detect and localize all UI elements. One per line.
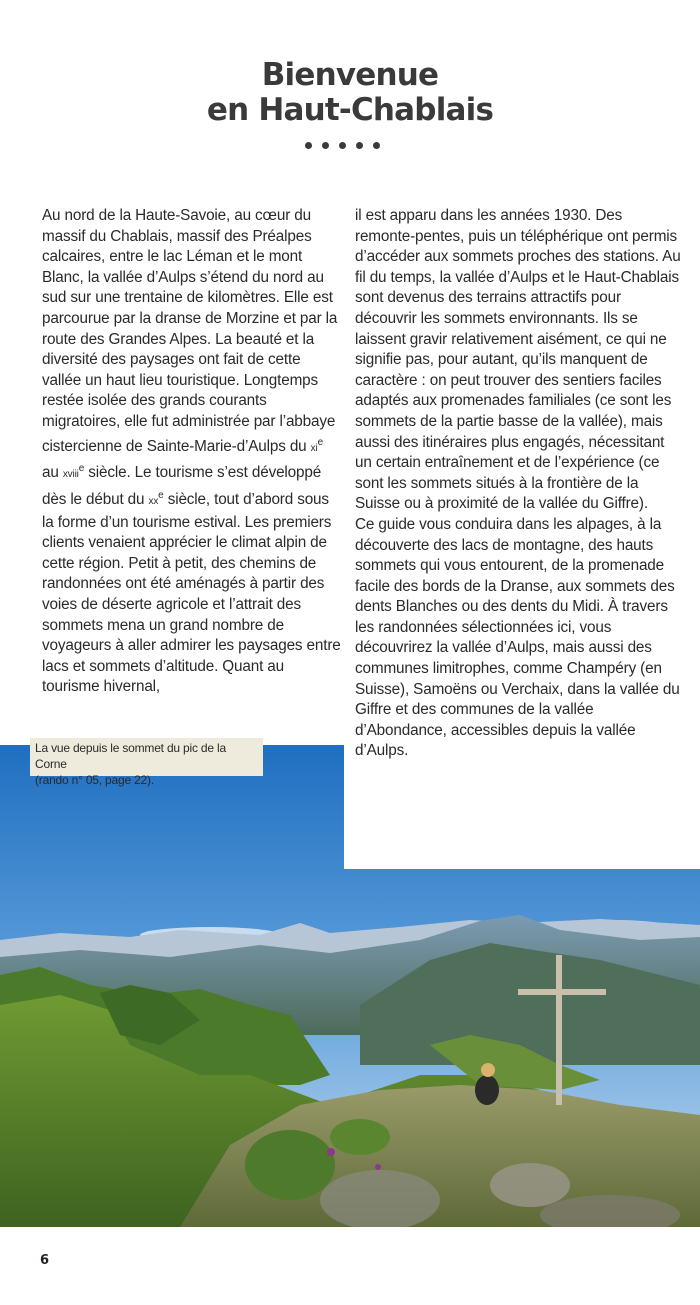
- century-numeral: xi: [310, 442, 318, 454]
- title-ornament-dots: [305, 142, 380, 152]
- century-numeral: xviii: [62, 469, 79, 481]
- superscript: e: [78, 463, 85, 475]
- caption-line-2: (rando n° 05, page 22).: [35, 773, 154, 787]
- page-title: [0, 58, 700, 128]
- century-numeral: xx: [148, 496, 159, 507]
- text-part: siècle, tout d’abord sous la forme d’un tourisme estival. Les premiers clients venaient apprécier le climat alpin de cette région. Petit à petit, des chemins de randonnées ont été aménagés à partir des voies de déserte agricole et l’attrait des sommets mena un grand nombre de voyageurs à aller admirer les paysages entre lacs et sommets d’altitude. Quant au tourisme hivernal,: [42, 491, 341, 696]
- ornament-dot: [373, 142, 380, 149]
- ornament-dot: [339, 142, 346, 149]
- right-text-column: [355, 206, 685, 762]
- text-overlay-panel: [344, 745, 700, 869]
- text-part: Au nord de la Haute-Savoie, au cœur du massif du Chablais, massif des Préalpes calcaires, entre le lac Léman et le mont Blanc, la vallée d’Aulps s’étend du nord au sud sur une trentaine de kilomètres. Elle est parcourue par la dranse de Morzine et par la route des Grandes Alpes. La beauté et la diversité des paysages ont fait de cette vallée un haut lieu touristique. Longtemps restée isolée des grands courants migratoires, elle fut administrée par l’abbaye cistercienne de Sainte-Marie-d’Aulps du: [42, 207, 338, 455]
- title-line-1: Bienvenue: [261, 57, 439, 93]
- left-text-column: [42, 206, 342, 698]
- photo-caption: [30, 738, 263, 787]
- intro-paragraph: [42, 206, 342, 698]
- page-number: 6: [40, 1253, 50, 1268]
- title-line-2: en Haut-Chablais: [206, 92, 494, 128]
- superscript: e: [317, 436, 323, 448]
- caption-line-1: La vue depuis le sommet du pic de la Corne: [35, 741, 226, 771]
- paragraph: il est apparu dans les années 1930. Des remonte-pentes, puis un téléphérique ont permis d’accéder aux sommets proches des stations. Au fil du temps, la vallée d’Aulps et le Haut-Chablais sont devenus des terrains attractifs pour découvrir les sommets environnants. Ils se laissent gravir relativement aisément, ce qui ne signifie pas, pour autant, qu’ils manquent de caractère : on peut trouver des sentiers faciles adaptés aux promenades familiales (ce sont les sommets de la partie basse de la vallée), mais aussi des itinéraires plus engagés, nécessitant un certain entraînement et de l’expérience (ce sont les sommets situés à la frontière de la Suisse ou à proximité de la vallée du Giffre).: [355, 207, 681, 513]
- ornament-dot: [305, 142, 312, 149]
- text-part: siècle. Le tourisme s’est développé dès le début du: [42, 464, 322, 508]
- paragraph: Ce guide vous conduira dans les alpages, à la découverte des lacs de montagne, des hauts sommets qui vous entourent, de la promenade facile des bords de la Dranse, aux sommets des dents Blanches ou des dents du Midi. À travers les randonnées sélectionnées ici, vous découvrirez la vallée d’Aulps, mais aussi des communes limitrophes, comme Champéry (en Suisse), Samoëns ou Verchaix, dans la vallée du Giffre et des communes de la vallée d’Abondance, accessibles depuis la vallée d’Aulps.: [355, 515, 680, 760]
- ornament-dot: [356, 142, 363, 149]
- text-part: au: [42, 464, 63, 482]
- ornament-dot: [322, 142, 329, 149]
- superscript: e: [158, 489, 164, 501]
